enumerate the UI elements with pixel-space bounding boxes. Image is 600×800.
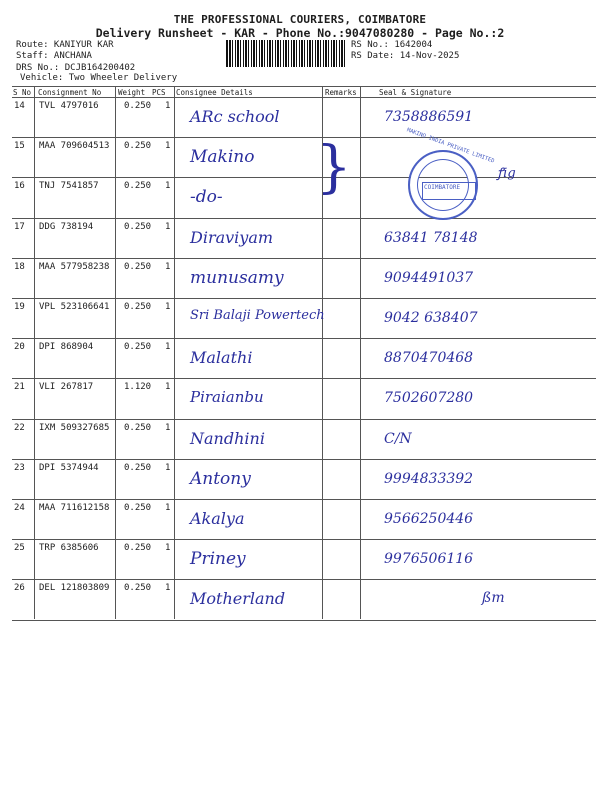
col-header-signature: Seal & Signature xyxy=(379,88,452,97)
row-pcs: 1 xyxy=(165,503,171,513)
handwritten-brace: } xyxy=(316,135,352,200)
signature-mark: ßm xyxy=(482,590,505,606)
row-divider xyxy=(12,579,596,580)
row-divider xyxy=(12,258,596,259)
row-weight: 0.250 xyxy=(124,261,152,272)
row-sno: 14 xyxy=(14,101,25,111)
row-sno: 19 xyxy=(14,302,25,312)
row-consignment-no: MAA 577958238 xyxy=(39,261,110,272)
row-pcs: 1 xyxy=(165,181,171,192)
row-consignee-handwritten: Sri Balaji Powertech xyxy=(190,308,325,323)
row-weight: 0.250 xyxy=(124,141,152,152)
row-pcs: 1 xyxy=(165,221,171,232)
drs-number: DRS No.: DCJB164200402 xyxy=(16,63,136,73)
row-consignment-no: IXM 509327685 xyxy=(39,422,110,433)
row-weight: 0.250 xyxy=(124,342,152,353)
col-header-consignment: Consignment No xyxy=(38,88,102,97)
row-pcs: 1 xyxy=(165,342,171,353)
row-weight: 0.250 xyxy=(124,302,152,312)
row-sno: 18 xyxy=(14,261,25,272)
row-weight: 0.250 xyxy=(124,462,152,473)
rs-date: RS Date: 14-Nov-2025 xyxy=(351,51,460,61)
vehicle-label: Vehicle: Two Wheeler Delivery xyxy=(20,73,178,83)
stamp-center-text: COIMBATORE xyxy=(424,184,461,191)
row-consignee-handwritten: Priney xyxy=(190,549,246,570)
row-consignment-no: DEL 121803809 xyxy=(39,583,110,594)
row-sno: 20 xyxy=(14,342,25,353)
row-consignee-handwritten: Akalya xyxy=(190,509,245,528)
rs-number: RS No.: 1642004 xyxy=(351,40,433,50)
row-consignee-handwritten: Nandhini xyxy=(190,428,265,448)
barcode xyxy=(226,40,346,67)
row-weight: 0.250 xyxy=(124,583,152,594)
row-sno: 23 xyxy=(14,462,25,473)
row-consignee-handwritten: munusamy xyxy=(190,267,284,288)
row-consignment-no: VLI 267817 xyxy=(39,382,94,393)
row-consignment-no: TVL 4797016 xyxy=(39,101,99,111)
row-consignee-handwritten: Malathi xyxy=(190,348,253,368)
row-weight: 0.250 xyxy=(124,221,152,232)
col-header-sno: S No xyxy=(13,88,32,97)
company-stamp xyxy=(405,127,495,220)
row-sno: 26 xyxy=(14,583,25,594)
row-signature-handwritten: 9976506116 xyxy=(384,551,474,568)
row-consignment-no: DPI 5374944 xyxy=(39,462,99,473)
row-consignment-no: VPL 523106641 xyxy=(39,302,110,312)
row-consignee-handwritten: Makino xyxy=(190,147,255,168)
route-label: Route: KANIYUR KAR xyxy=(16,40,114,50)
row-pcs: 1 xyxy=(165,382,171,393)
row-divider xyxy=(12,419,596,420)
row-consignment-no: MAA 711612158 xyxy=(39,503,110,513)
row-sno: 25 xyxy=(14,543,25,554)
row-pcs: 1 xyxy=(165,261,171,272)
row-weight: 0.250 xyxy=(124,543,152,554)
row-pcs: 1 xyxy=(165,101,171,111)
row-signature-handwritten: 7502607280 xyxy=(384,390,474,407)
row-consignee-handwritten: Antony xyxy=(190,468,251,489)
company-title: THE PROFESSIONAL COURIERS, COIMBATORE xyxy=(173,13,427,26)
row-pcs: 1 xyxy=(165,302,171,312)
row-signature-handwritten: C/N xyxy=(384,430,412,447)
table-top-rule xyxy=(12,86,596,87)
stamp-ring-text: MAKINO INDIA PRIVATE LIMITED xyxy=(405,127,495,165)
row-pcs: 1 xyxy=(165,422,171,433)
row-consignee-handwritten: ARc school xyxy=(190,107,280,126)
col-header-pcs: PCS xyxy=(152,88,166,97)
row-pcs: 1 xyxy=(165,462,171,473)
row-signature-handwritten: 9994833392 xyxy=(384,470,474,487)
staff-label: Staff: ANCHANA xyxy=(16,51,92,61)
row-consignment-no: DPI 868904 xyxy=(39,342,94,353)
row-consignee-handwritten: Motherland xyxy=(190,589,286,609)
col-header-consignee: Consignee Details xyxy=(176,88,253,97)
row-weight: 1.120 xyxy=(124,382,152,393)
signature-mark: ꝭig xyxy=(497,166,516,181)
row-consignee-handwritten: -do- xyxy=(190,187,223,208)
row-sno: 15 xyxy=(14,141,25,152)
row-divider xyxy=(12,539,596,540)
col-header-remarks: Remarks xyxy=(325,88,357,97)
row-consignment-no: TRP 6385606 xyxy=(39,543,99,554)
row-divider xyxy=(12,378,596,379)
row-weight: 0.250 xyxy=(124,101,152,111)
row-consignee-handwritten: Piraianbu xyxy=(190,388,264,407)
col-header-weight: Weight xyxy=(118,88,146,97)
row-divider xyxy=(12,459,596,460)
row-signature-handwritten: 9042 638407 xyxy=(384,310,478,326)
row-divider xyxy=(12,137,596,138)
row-consignment-no: TNJ 7541857 xyxy=(39,181,99,192)
row-divider xyxy=(12,620,596,621)
row-weight: 0.250 xyxy=(124,181,152,192)
row-consignee-handwritten: Diraviyam xyxy=(190,227,274,247)
row-divider xyxy=(12,298,596,299)
row-weight: 0.250 xyxy=(124,422,152,433)
row-weight: 0.250 xyxy=(124,503,152,513)
row-sno: 17 xyxy=(14,221,25,232)
row-sno: 22 xyxy=(14,422,25,433)
row-pcs: 1 xyxy=(165,141,171,152)
row-signature-handwritten: 9094491037 xyxy=(384,269,474,286)
row-sno: 16 xyxy=(14,181,25,192)
row-signature-handwritten: 8870470468 xyxy=(384,350,474,367)
row-divider xyxy=(12,499,596,500)
row-consignment-no: DDG 738194 xyxy=(39,221,94,232)
row-signature-handwritten: 9566250446 xyxy=(384,511,474,527)
row-divider xyxy=(12,218,596,219)
table-header-rule xyxy=(12,97,596,98)
row-pcs: 1 xyxy=(165,583,171,594)
row-sno: 24 xyxy=(14,503,25,513)
row-divider xyxy=(12,338,596,339)
row-sno: 21 xyxy=(14,382,25,393)
row-signature-handwritten: 7358886591 xyxy=(384,109,474,125)
row-pcs: 1 xyxy=(165,543,171,554)
row-signature-handwritten: 63841 78148 xyxy=(384,229,478,246)
row-consignment-no: MAA 709604513 xyxy=(39,141,110,152)
runsheet-subtitle: Delivery Runsheet - KAR - Phone No.:9047080280 - Page No.:2 xyxy=(95,26,505,40)
